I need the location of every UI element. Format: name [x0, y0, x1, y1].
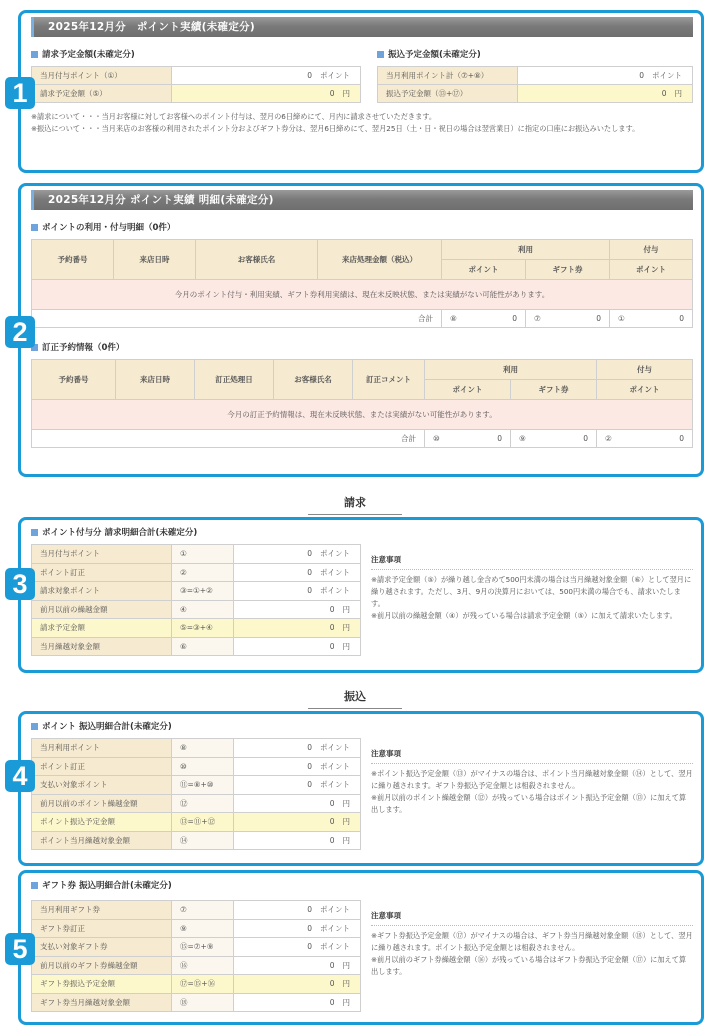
- usage-detail-table: [31, 239, 693, 328]
- section-title: 2025年12月分 ポイント実績 明細(未確定分): [31, 190, 693, 210]
- notes: [21, 103, 701, 135]
- row-value: [234, 813, 361, 832]
- total-cell: [442, 310, 526, 328]
- section-title: 2025年12月分 ポイント実績(未確定分): [31, 17, 693, 37]
- billing-summary-title: [31, 47, 361, 61]
- row-label: 当月利用ポイント計（⑦+⑧）: [378, 67, 518, 85]
- caution-box: [361, 900, 693, 1012]
- row-value: [234, 776, 361, 795]
- value-number: 0: [307, 743, 312, 753]
- row-value: [234, 619, 361, 638]
- value-unit: ポイント: [320, 923, 350, 933]
- value-number: 0: [329, 89, 335, 98]
- row-value: [234, 993, 361, 1012]
- value-number: 0: [307, 942, 312, 952]
- row-code: ⑰=⑮+⑯: [172, 975, 234, 994]
- row-code: ③=①+②: [172, 582, 234, 601]
- value-number: 0: [307, 71, 312, 80]
- table-row: [32, 600, 361, 619]
- row-label: ポイント訂正: [32, 757, 172, 776]
- value-number: 0: [329, 960, 335, 970]
- row-value: [172, 67, 361, 85]
- row-label: 当月利用ギフト券: [32, 901, 172, 920]
- total-row: [32, 310, 693, 328]
- row-label: 請求予定金額: [32, 619, 172, 638]
- col-header: 来店処理金額（税込）: [318, 240, 442, 280]
- row-code: ⑮=⑦+⑨: [172, 938, 234, 957]
- transfer-summary-title-text: 振込予定金額(未確定分): [388, 50, 481, 60]
- billing-summary: [31, 47, 361, 103]
- panel-billing-summary: [12, 517, 704, 673]
- billing-summary-title-text: 請求予定金額(未確定分): [42, 50, 135, 60]
- usage-detail-title-text: ポイントの利用・付与明細（0件）: [42, 223, 176, 233]
- value-unit: ポイント: [320, 71, 350, 80]
- caution-text-1: ※請求予定金額（⑤）が繰り越し金含めて500円未満の場合は当月繰越対象金額（⑥）として翌月に繰り越されます。ただし、3月、9月の決算月においては、500円未満の場合でも、請求いたします。: [371, 575, 692, 608]
- table-row: [32, 794, 361, 813]
- row-code: ⑤=③+④: [172, 619, 234, 638]
- table-row: [32, 563, 361, 582]
- value-unit: 円: [342, 641, 350, 651]
- caution-title: 注意事項: [371, 910, 693, 926]
- value-number: 0: [661, 89, 667, 98]
- caution-title: 注意事項: [371, 554, 693, 570]
- value-unit: 円: [342, 798, 350, 808]
- value-number: 0: [329, 798, 335, 808]
- row-label: 当月付与ポイント: [32, 545, 172, 564]
- col-subheader: ポイント: [610, 260, 693, 280]
- table-row: [32, 545, 361, 564]
- table-row: [378, 85, 693, 103]
- row-code: ⑫: [172, 794, 234, 813]
- total-code: ②: [605, 434, 612, 443]
- value-number: 0: [329, 817, 335, 827]
- transfer-summary-table: [377, 66, 693, 103]
- total-value: 0: [679, 314, 684, 323]
- row-value: [518, 85, 693, 103]
- row-code: ⑨: [172, 919, 234, 938]
- row-label: ギフト券振込予定金額: [32, 975, 172, 994]
- row-label: 振込予定金額（⑬+⑰）: [378, 85, 518, 103]
- value-unit: ポイント: [320, 567, 350, 577]
- correction-detail-title: [31, 340, 693, 354]
- row-label: 支払い対象ギフト券: [32, 938, 172, 957]
- row-code: ②: [172, 563, 234, 582]
- row-label: ポイント訂正: [32, 563, 172, 582]
- empty-message: 今月の訂正予約情報は、現在未反映状態、または実績がない可能性があります。: [32, 400, 693, 430]
- table-row: [32, 637, 361, 656]
- table-row: [378, 67, 693, 85]
- row-value: [172, 85, 361, 103]
- value-number: 0: [639, 71, 644, 80]
- value-number: 0: [307, 567, 312, 577]
- point-transfer-table: [31, 738, 361, 850]
- row-label: 当月付与ポイント（①）: [32, 67, 172, 85]
- billing-detail-title-text: ポイント付与分 請求明細合計(未確定分): [42, 528, 198, 538]
- row-code: ④: [172, 600, 234, 619]
- value-unit: ポイント: [652, 71, 682, 80]
- value-number: 0: [329, 997, 335, 1007]
- value-unit: 円: [342, 960, 350, 970]
- value-number: 0: [329, 604, 335, 614]
- table-row: [32, 85, 361, 103]
- value-number: 0: [307, 549, 312, 559]
- total-row: [32, 430, 693, 448]
- total-label: 合計: [32, 310, 442, 328]
- table-row: [32, 938, 361, 957]
- table-row: [32, 956, 361, 975]
- col-subheader: ポイント: [442, 260, 526, 280]
- total-cell: [511, 430, 597, 448]
- col-subheader: ポイント: [597, 380, 693, 400]
- value-unit: 円: [342, 817, 350, 827]
- value-number: 0: [307, 780, 312, 790]
- bullet-square-icon: [31, 51, 38, 58]
- row-value: [234, 831, 361, 850]
- row-label: 前月以前のポイント繰越金額: [32, 794, 172, 813]
- value-number: 0: [329, 641, 335, 651]
- table-row-highlight: [32, 813, 361, 832]
- table-row: [32, 901, 361, 920]
- gift-transfer-title-text: ギフト券 振込明細合計(未確定分): [42, 881, 172, 891]
- col-group-header-grant: 付与: [597, 360, 693, 380]
- total-cell: [610, 310, 693, 328]
- table-row-highlight: [32, 619, 361, 638]
- table-row-highlight: [32, 975, 361, 994]
- total-code: ⑦: [534, 314, 541, 323]
- col-header: 訂正コメント: [353, 360, 425, 400]
- gift-transfer-title: [31, 878, 693, 892]
- step-badge-3: 3: [5, 568, 35, 600]
- point-transfer-title-text: ポイント 振込明細合計(未確定分): [42, 722, 172, 732]
- table-row: [32, 582, 361, 601]
- row-value: [234, 938, 361, 957]
- col-header: お客様氏名: [274, 360, 353, 400]
- value-unit: ポイント: [320, 942, 350, 952]
- bullet-square-icon: [377, 51, 384, 58]
- transfer-summary-title: [377, 47, 693, 61]
- step-badge-2: 2: [5, 316, 35, 348]
- total-value: 0: [497, 434, 502, 443]
- row-label: 請求予定金額（⑤）: [32, 85, 172, 103]
- bullet-square-icon: [31, 723, 38, 730]
- bullet-square-icon: [31, 882, 38, 889]
- total-cell: [526, 310, 610, 328]
- row-value: [234, 545, 361, 564]
- total-value: 0: [583, 434, 588, 443]
- row-label: ポイント振込予定金額: [32, 813, 172, 832]
- value-unit: 円: [342, 979, 350, 989]
- row-code: ⑱: [172, 993, 234, 1012]
- correction-detail-table: [31, 359, 693, 448]
- row-code: ①: [172, 545, 234, 564]
- caution-text-2: ※前月以前のポイント繰越金額（⑫）が残っている場合はポイント振込予定金額（⑬）に加えて算出します。: [371, 793, 687, 814]
- billing-detail-table: [31, 544, 361, 656]
- col-header: 来店日時: [116, 360, 195, 400]
- col-subheader: ギフト券: [526, 260, 610, 280]
- col-subheader: ギフト券: [511, 380, 597, 400]
- col-header: 予約番号: [32, 360, 116, 400]
- value-unit: ポイント: [320, 905, 350, 915]
- row-value: [234, 794, 361, 813]
- table-row: [32, 776, 361, 795]
- row-label: 前月以前のギフト券繰越金額: [32, 956, 172, 975]
- row-value: [234, 582, 361, 601]
- caution-text-2: ※前月以前の繰越金額（④）が残っている場合は請求予定金額（⑤）に加えて請求いたします。: [371, 611, 677, 620]
- row-label: 請求対象ポイント: [32, 582, 172, 601]
- row-code: ⑧: [172, 739, 234, 758]
- total-code: ⑩: [433, 434, 440, 443]
- row-code: ⑦: [172, 901, 234, 920]
- value-unit: 円: [674, 89, 682, 98]
- row-label: ギフト券訂正: [32, 919, 172, 938]
- total-value: 0: [679, 434, 684, 443]
- row-code: ⑪=⑧+⑩: [172, 776, 234, 795]
- value-number: 0: [307, 586, 312, 596]
- total-code: ①: [618, 314, 625, 323]
- panel-point-transfer-summary: [12, 711, 704, 866]
- row-label: 当月繰越対象金額: [32, 637, 172, 656]
- col-header: お客様氏名: [196, 240, 318, 280]
- value-unit: 円: [342, 623, 350, 633]
- row-code: ⑯: [172, 956, 234, 975]
- value-unit: 円: [342, 604, 350, 614]
- billing-summary-table: [31, 66, 361, 103]
- value-unit: 円: [342, 835, 350, 845]
- total-cell: [425, 430, 511, 448]
- usage-detail-title: [31, 220, 693, 234]
- value-unit: ポイント: [320, 586, 350, 596]
- row-value: [234, 956, 361, 975]
- table-row: [32, 757, 361, 776]
- value-unit: 円: [342, 997, 350, 1007]
- col-group-header-use: 利用: [442, 240, 610, 260]
- total-value: 0: [512, 314, 517, 323]
- row-code: ⑥: [172, 637, 234, 656]
- gift-transfer-table: [31, 900, 361, 1012]
- table-row: [32, 739, 361, 758]
- table-row: [32, 831, 361, 850]
- value-unit: 円: [342, 89, 350, 98]
- total-label: 合計: [32, 430, 425, 448]
- row-label: 前月以前の繰越金額: [32, 600, 172, 619]
- total-code: ⑨: [519, 434, 526, 443]
- row-code: ⑩: [172, 757, 234, 776]
- value-number: 0: [329, 623, 335, 633]
- caution-text-1: ※ポイント振込予定金額（⑬）がマイナスの場合は、ポイント当月繰越対象金額（⑭）として、翌月に繰り越されます。ギフト券振込予定金額とは相殺されません。: [371, 769, 693, 790]
- col-group-header-use: 利用: [425, 360, 597, 380]
- step-badge-5: 5: [5, 933, 35, 965]
- row-value: [234, 739, 361, 758]
- panel-gift-transfer-summary: [12, 870, 704, 1025]
- row-code: ⑬=⑪+⑫: [172, 813, 234, 832]
- row-value: [234, 901, 361, 920]
- row-label: 当月利用ポイント: [32, 739, 172, 758]
- col-header: 予約番号: [32, 240, 114, 280]
- bullet-square-icon: [31, 529, 38, 536]
- caution-box: [361, 738, 693, 850]
- table-row: [32, 67, 361, 85]
- row-value: [234, 919, 361, 938]
- bullet-square-icon: [31, 224, 38, 231]
- table-row: [32, 993, 361, 1012]
- section-divider-transfer: 振込: [308, 688, 402, 709]
- row-label: ギフト券当月繰越対象金額: [32, 993, 172, 1012]
- step-badge-4: 4: [5, 760, 35, 792]
- panel-detail: [12, 183, 704, 477]
- value-number: 0: [329, 835, 335, 845]
- transfer-summary: [377, 47, 693, 103]
- point-transfer-title: [31, 719, 693, 733]
- row-value: [518, 67, 693, 85]
- billing-detail-title: [31, 525, 693, 539]
- value-number: 0: [329, 979, 335, 989]
- note-transfer: ※振込について・・・当月来店のお客様の利用されたポイント分およびギフト券分は、翌月6日締めにて、翌月25日（土・日・祝日の場合は翌営業日）に指定の口座にお振込みいたします。: [31, 124, 640, 133]
- row-value: [234, 563, 361, 582]
- row-value: [234, 757, 361, 776]
- table-row: [32, 919, 361, 938]
- value-number: 0: [307, 905, 312, 915]
- row-label: ポイント当月繰越対象金額: [32, 831, 172, 850]
- col-group-header-grant: 付与: [610, 240, 693, 260]
- value-number: 0: [307, 923, 312, 933]
- step-badge-1: 1: [5, 77, 35, 109]
- value-unit: ポイント: [320, 761, 350, 771]
- total-code: ⑧: [450, 314, 457, 323]
- caution-text-1: ※ギフト券振込予定金額（⑰）がマイナスの場合は、ギフト券当月繰越対象金額（⑱）として、翌月に繰り越されます。ポイント振込予定金額とは相殺されません。: [371, 931, 693, 952]
- row-label: 支払い対象ポイント: [32, 776, 172, 795]
- section-divider-billing: 請求: [308, 494, 402, 515]
- total-cell: [597, 430, 693, 448]
- caution-text-2: ※前月以前のギフト券繰越金額（⑯）が残っている場合はギフト券振込予定金額（⑰）に加えて算出します。: [371, 955, 687, 976]
- col-subheader: ポイント: [425, 380, 511, 400]
- empty-message: 今月のポイント付与・利用実績、ギフト券利用実績は、現在未反映状態、または実績がない可能性があります。: [32, 280, 693, 310]
- row-value: [234, 600, 361, 619]
- correction-detail-title-text: 訂正予約情報（0件）: [42, 343, 125, 353]
- total-value: 0: [596, 314, 601, 323]
- row-value: [234, 637, 361, 656]
- row-value: [234, 975, 361, 994]
- panel-monthly-summary: [12, 10, 704, 173]
- value-unit: ポイント: [320, 780, 350, 790]
- note-billing: ※請求について・・・当月お客様に対してお客様へのポイント付与は、翌月の6日締めにて、月内に請求させていただきます。: [31, 112, 437, 121]
- col-header: 訂正処理日: [195, 360, 274, 400]
- value-unit: ポイント: [320, 743, 350, 753]
- row-code: ⑭: [172, 831, 234, 850]
- value-number: 0: [307, 761, 312, 771]
- col-header: 来店日時: [114, 240, 196, 280]
- caution-title: 注意事項: [371, 748, 693, 764]
- value-unit: ポイント: [320, 549, 350, 559]
- caution-box: [361, 544, 693, 656]
